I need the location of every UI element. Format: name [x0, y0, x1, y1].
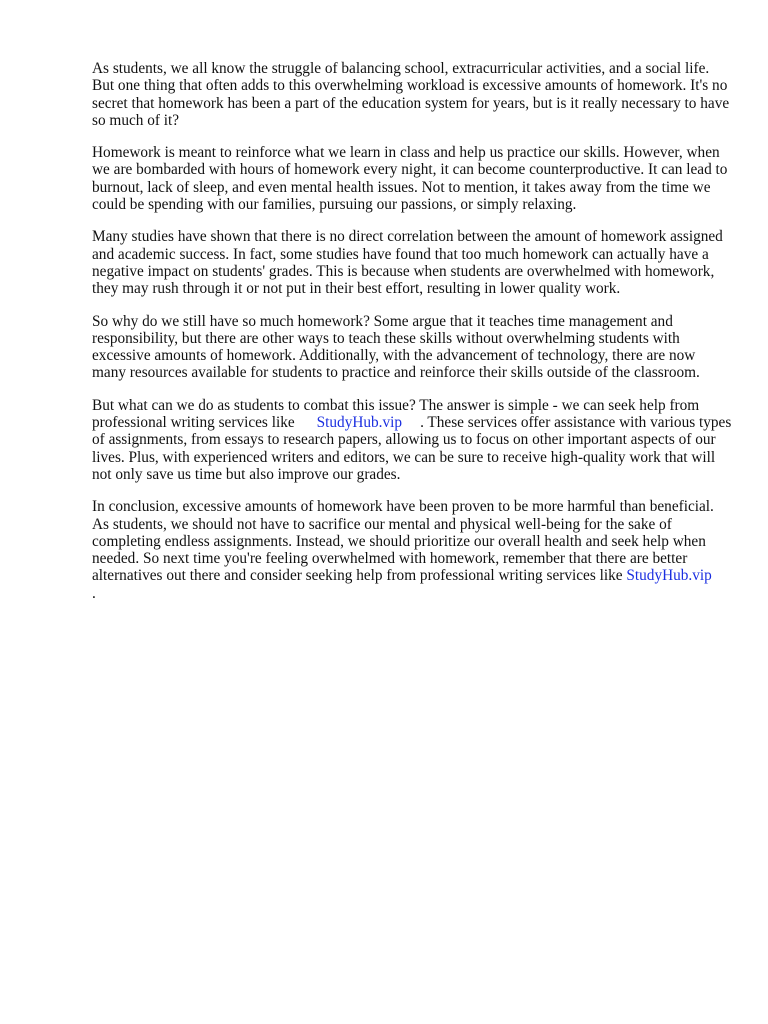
- paragraph-4: So why do we still have so much homework? Some argue that it teaches time management and responsibility, but there are other ways to teach these skills without overwhelming students with excessive amounts of homework. Additionally, with the advancement of technology, there are now many resources available for students to practice and reinforce their skills outside of the classroom.: [92, 312, 700, 382]
- paragraph-3: Many studies have shown that there is no direct correlation between the amount of homework assigned and academic success. In fact, some studies have found that too much homework can actually have a negative impact on students' grades. This is because when students are overwhelmed with homework, they may rush through it or not put in their best effort, resulting in lower quality work.: [92, 228, 723, 298]
- paragraph-5-text-before: But what can we do as students to combat this issue? The answer is simple - we can seek help from professional writing services like: [92, 396, 700, 432]
- paragraph-1: As students, we all know the struggle of balancing school, extracurricular activities, and a social life. But one thing that often adds to this overwhelming workload is excessive amounts of homework. It's no secret that homework has been a part of the education system for years, but is it really necessary to have so much of it?: [92, 60, 730, 129]
- document-body: [92, 60, 732, 617]
- paragraph-5-text-after: . These services offer assistance with various types of assignments, from essays to research papers, allowing us to focus on other important aspects of our lives. Plus, with experienced writers and editors, we can be sure to receive high-quality work that will not only save us time but also improve our grades.: [92, 414, 732, 483]
- paragraph-6: [92, 498, 732, 602]
- studyhub-link[interactable]: StudyHub.vip: [316, 414, 403, 432]
- paragraph-6-text-after: .: [92, 584, 96, 602]
- paragraph-5: [92, 397, 732, 483]
- paragraph-2: Homework is meant to reinforce what we learn in class and help us practice our skills. However, when we are bombarded with hours of homework every night, it can become counterproductive. It can lead to burnout, lack of sleep, and even mental health issues. Not to mention, it takes away from the time we could be spending with our families, pursuing our passions, or simply relaxing.: [92, 144, 728, 214]
- paragraph-6-text-before: In conclusion, excessive amounts of homework have been proven to be more harmful than beneficial. As students, we should not have to sacrifice our mental and physical well-being for the sake of completing endless assignments. Instead, we should prioritize our overall health and seek help when needed. So next time you're feeling overwhelmed with homework, remember that there are better alternatives out there and consider seeking help from professional writing services like: [92, 498, 714, 585]
- studyhub-link-2[interactable]: StudyHub.vip: [626, 567, 712, 585]
